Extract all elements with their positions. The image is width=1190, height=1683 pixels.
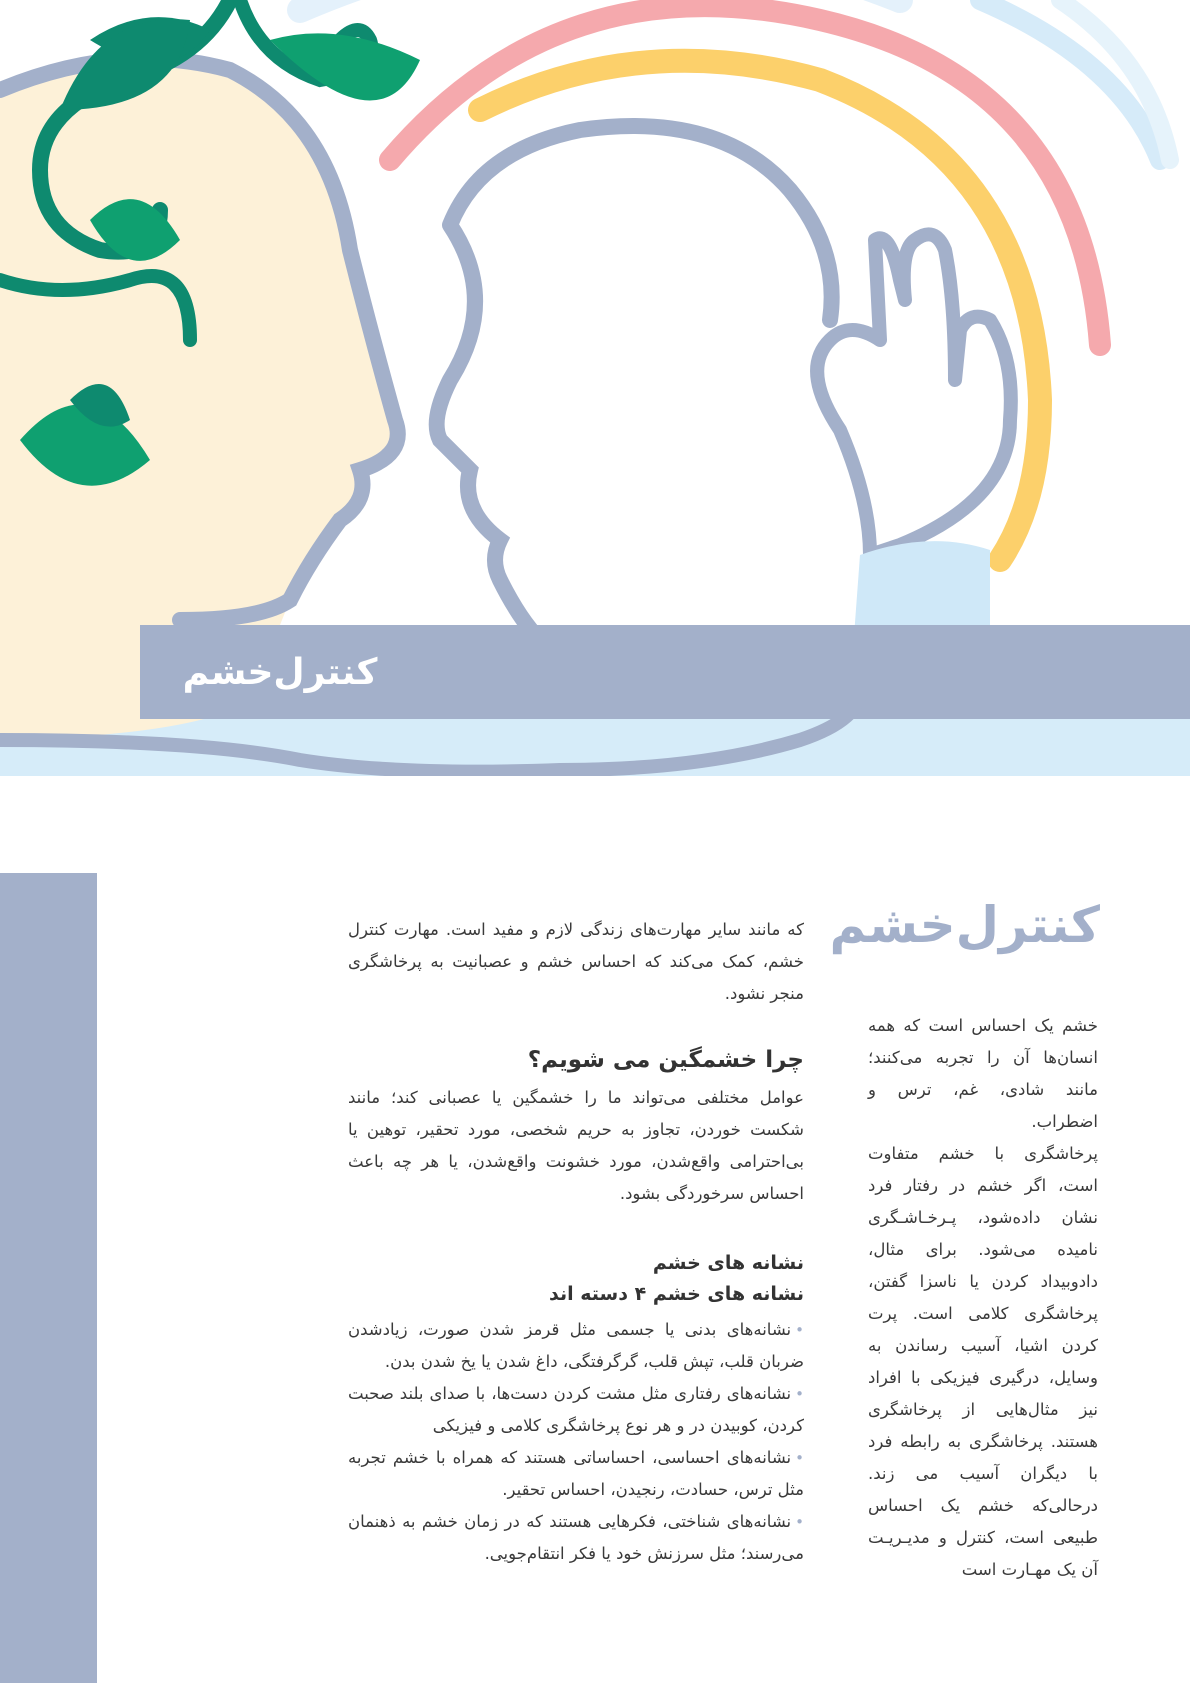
hero-title: کنترل‌خشم bbox=[182, 652, 378, 693]
list-item bbox=[348, 1314, 804, 1378]
hero-illustration bbox=[0, 0, 1190, 776]
right-paragraph-2: پرخاشگری با خشم متفاوت است، اگر خشم در رفتار فرد نشان داده‌شود، پـرخـاشـگری نامیده می‌شود. برای مثال، دادوبیداد کردن یا ناسزا گفتن، پرخاشگری کلامی است. پرت کردن اشیا، آسیب رساندن به وسایل، درگیری فیزیکی با افراد نیز مثال‌هایی از پرخاشگری هستند. پرخاشگری به رابطه فرد با دیگران آسیب می زند. درحالی‌که خشم یک احساس طبیعی است، کنترل و مدیـریـت آن یک مهـارت است bbox=[868, 1144, 1098, 1579]
section-title: کنترل‌خشم bbox=[829, 896, 1100, 954]
intro-paragraph: که مانند سایر مهارت‌های زندگی لازم و مفید است. مهارت کنترل خشم، کمک می‌کند که احساس خشم و عصبانیت به پرخاشگری منجر نشود. bbox=[348, 920, 804, 1003]
side-accent-bar bbox=[0, 873, 97, 1683]
right-column bbox=[868, 1010, 1098, 1586]
signs-list bbox=[348, 1314, 804, 1570]
middle-column bbox=[348, 914, 804, 1570]
why-paragraph: عوامل مختلفی می‌تواند ما را خشمگین یا عصبانی کند؛ مانند شکست خوردن، تجاوز به حریم شخصی، مورد تحقیر، توهین یا بی‌احترامی واقع‌شدن، مورد خشونت واقع‌شدن، یا هر چه باعث احساس سرخوردگی بشود. bbox=[348, 1088, 804, 1203]
signs-subheading: نشانه های خشم ۴ دسته اند bbox=[549, 1283, 804, 1305]
bullet-icon: • bbox=[795, 1321, 804, 1339]
bullet-icon: • bbox=[795, 1449, 804, 1467]
sign-text: نشانه‌های بدنی یا جسمی مثل قرمز شدن صورت، زیادشدن ضربان قلب، تپش قلب، گرگرفتگی، داغ شدن یا یخ شدن بدن. bbox=[348, 1320, 804, 1371]
signs-heading: نشانه های خشم bbox=[652, 1252, 804, 1274]
sign-text: نشانه‌های رفتاری مثل مشت کردن دست‌ها، با صدای بلند صحبت کردن، کوبیدن در و هر نوع پرخاشگری کلامی و فیزیکی bbox=[348, 1384, 804, 1435]
list-item bbox=[348, 1378, 804, 1442]
why-heading: چرا خشمگین می شویم؟ bbox=[527, 1047, 804, 1073]
bullet-icon: • bbox=[795, 1513, 804, 1531]
sign-text: نشانه‌های شناختی، فکرهایی هستند که در زمان خشم به ذهنمان می‌رسند؛ مثل سرزنش خود یا فکر انتقام‌جویی. bbox=[348, 1512, 804, 1563]
right-paragraph-1: خشم یک احساس است که همه انسان‌ها آن را تجربه می‌کنند؛ مانند شادی، غم، ترس و اضطراب. bbox=[868, 1016, 1098, 1131]
list-item bbox=[348, 1506, 804, 1570]
list-item bbox=[348, 1442, 804, 1506]
sign-text: نشانه‌های احساسی، احساساتی هستند که همراه با خشم تجربه مثل ترس، حسادت، رنجیدن، احساس تحقیر. bbox=[348, 1448, 804, 1499]
bullet-icon: • bbox=[795, 1385, 804, 1403]
